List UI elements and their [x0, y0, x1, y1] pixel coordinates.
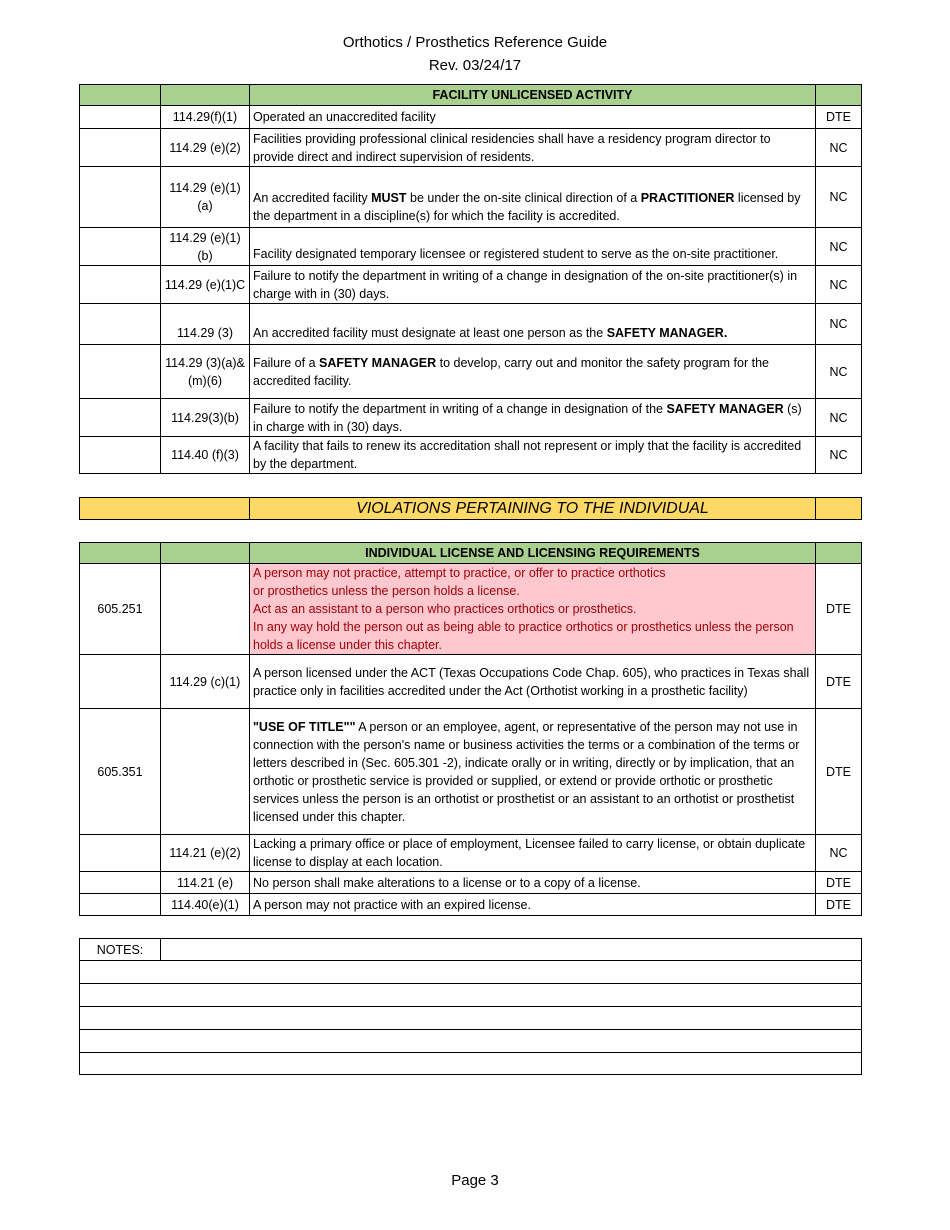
description-cell: Lacking a primary office or place of employment, Licensee failed to carry license, or obtain duplicate license to display at each location.	[250, 835, 816, 872]
violations-title: VIOLATIONS PERTAINING TO THE INDIVIDUAL	[250, 498, 816, 520]
notes-header-row	[80, 939, 862, 961]
notes-line[interactable]	[80, 1030, 862, 1053]
description-cell: Failure to notify the department in writing of a change in designation of the SAFETY MANAGER (s) in charge with in (30) days.	[250, 399, 816, 437]
description-cell: An accredited facility must designate at least one person as the SAFETY MANAGER.	[250, 304, 816, 345]
rule-cell: 114.29 (e)(1)(a)	[161, 167, 250, 228]
notes-entry[interactable]	[161, 939, 862, 961]
violations-banner	[79, 497, 862, 520]
rule-cell: 114.29 (c)(1)	[161, 655, 250, 709]
page-number: Page 3	[451, 1172, 499, 1189]
table-row	[80, 835, 862, 872]
rule-cell: 114.29 (3)(a)& (m)(6)	[161, 345, 250, 399]
code-cell: DTE	[816, 106, 862, 129]
description-cell: No person shall make alterations to a license or to a copy of a license.	[250, 872, 816, 894]
table-row	[80, 399, 862, 437]
table-row	[80, 167, 862, 228]
code-cell: NC	[816, 399, 862, 437]
code-cell: NC	[816, 304, 862, 345]
rule-cell: 114.29 (e)(1)(b)	[161, 228, 250, 266]
rule-cell: 114.21 (e)	[161, 872, 250, 894]
description-cell: A person licensed under the ACT (Texas Occupations Code Chap. 605), who practices in Texas shall practice only in facilities accredited under the Act (Orthotist working in a prosthetic facility)	[250, 655, 816, 709]
table-row	[80, 894, 862, 916]
code-cell: DTE	[816, 564, 862, 655]
description-cell: A person may not practice with an expired license.	[250, 894, 816, 916]
document-title: Orthotics / Prosthetics Reference Guide	[342, 34, 608, 51]
table-row	[80, 709, 862, 835]
description-cell: Facility designated temporary licensee or registered student to serve as the on-site practitioner.	[250, 228, 816, 266]
code-cell: DTE	[816, 655, 862, 709]
table-row	[80, 872, 862, 894]
table-row	[80, 228, 862, 266]
code-cell: DTE	[816, 709, 862, 835]
rule-cell: 114.29 (e)(1)C	[161, 266, 250, 304]
table-row	[80, 266, 862, 304]
individual-section-header	[80, 543, 862, 564]
rule-cell: 114.40 (f)(3)	[161, 437, 250, 474]
description-cell: An accredited facility MUST be under the on-site clinical direction of a PRACTITIONER licensed by the department in a discipline(s) for which the facility is accredited.	[250, 167, 816, 228]
code-cell: NC	[816, 437, 862, 474]
notes-line[interactable]	[80, 961, 862, 984]
table-row	[80, 106, 862, 129]
notes-line[interactable]	[80, 984, 862, 1007]
facility-section-title: FACILITY UNLICENSED ACTIVITY	[250, 85, 816, 106]
code-cell: NC	[816, 835, 862, 872]
code-cell: DTE	[816, 894, 862, 916]
description-cell: A facility that fails to renew its accreditation shall not represent or imply that the facility is accredited by the department.	[250, 437, 816, 474]
rule-cell: 114.29 (e)(2)	[161, 129, 250, 167]
notes-label: NOTES:	[80, 939, 161, 961]
table-row	[80, 345, 862, 399]
notes-line[interactable]	[80, 1007, 862, 1030]
code-cell: NC	[816, 228, 862, 266]
code-cell: NC	[816, 129, 862, 167]
table-row	[80, 437, 862, 474]
statute-cell: 605.351	[80, 709, 161, 835]
individual-table	[79, 542, 862, 916]
rule-cell: 114.29 (3)	[161, 304, 250, 345]
rule-cell: 114.29(3)(b)	[161, 399, 250, 437]
description-cell: Failure to notify the department in writing of a change in designation of the on-site practitioner(s) in charge with in (30) days.	[250, 266, 816, 304]
code-cell: NC	[816, 266, 862, 304]
code-cell: NC	[816, 345, 862, 399]
notes-table	[79, 938, 862, 1075]
rule-cell: 114.21 (e)(2)	[161, 835, 250, 872]
description-cell: Operated an unaccredited facility	[250, 106, 816, 129]
table-row	[80, 564, 862, 655]
individual-section-title: INDIVIDUAL LICENSE AND LICENSING REQUIREMENTS	[250, 543, 816, 564]
table-row	[80, 304, 862, 345]
code-cell: NC	[816, 167, 862, 228]
code-cell: DTE	[816, 872, 862, 894]
description-cell: Failure of a SAFETY MANAGER to develop, carry out and monitor the safety program for the accredited facility.	[250, 345, 816, 399]
facility-table	[79, 84, 862, 474]
notes-line[interactable]	[80, 1053, 862, 1075]
description-cell: "USE OF TITLE"" A person or an employee, agent, or representative of the person may not use in connection with the person's name or business activities the terms or a combination of the terms or letters described in (Sec. 605.301 -2), indicate orally or in writing, directly or by implication, that an orthotic or prosthetic service is provided or supplied, or extend or provide orthotic or prosthetic services unless the person is an orthotist or prosthetist or an assistant to an orthotist or prosthetist licensed under this chapter.	[250, 709, 816, 835]
statute-cell: 605.251	[80, 564, 161, 655]
description-cell: A person may not practice, attempt to practice, or offer to practice orthotics or prosthetics unless the person holds a license. Act as an assistant to a person who practices orthotics or prosthetics. In any way hold the person out as being able to practice orthotics or prosthetics unless the person holds a license under this chapter.	[250, 564, 816, 655]
description-cell: Facilities providing professional clinical residencies shall have a residency program director to provide direct and indirect supervision of residents.	[250, 129, 816, 167]
rule-cell: 114.40(e)(1)	[161, 894, 250, 916]
table-row	[80, 655, 862, 709]
table-row	[80, 129, 862, 167]
rule-cell: 114.29(f)(1)	[161, 106, 250, 129]
facility-section-header	[80, 85, 862, 106]
revision-date: Rev. 03/24/17	[428, 57, 522, 74]
